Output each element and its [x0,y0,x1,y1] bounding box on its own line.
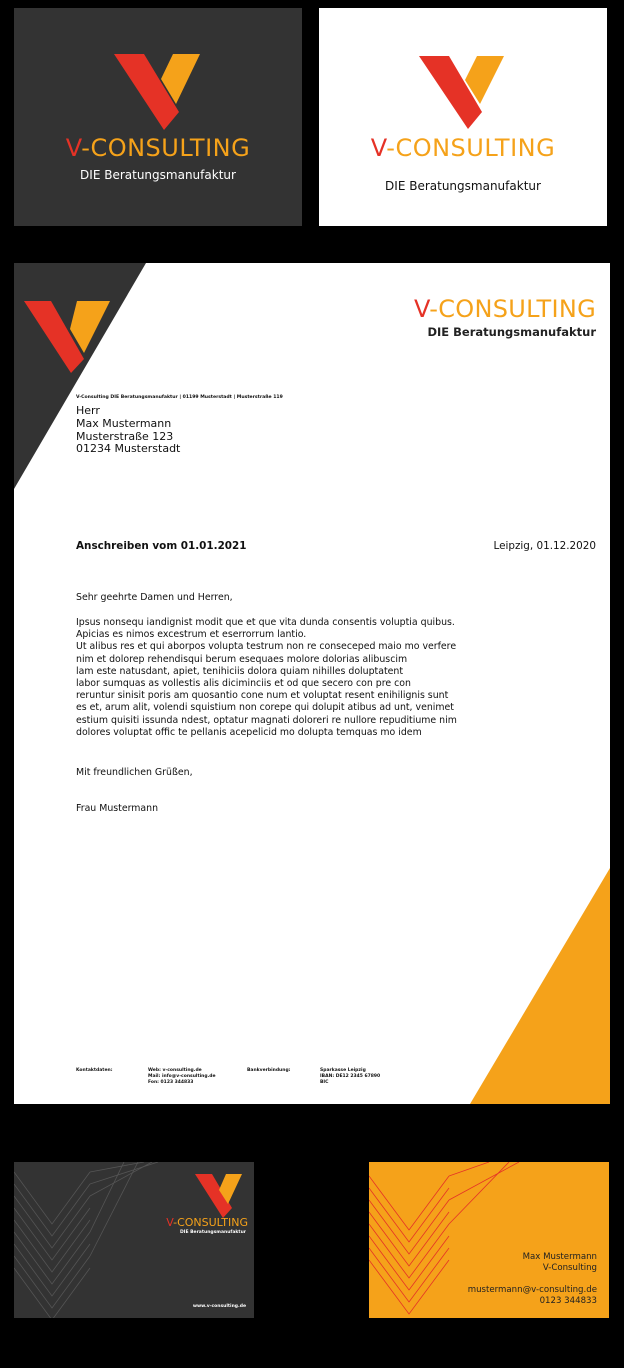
card-email: mustermann@v-consulting.de [467,1285,597,1295]
recipient-line: 01234 Musterstadt [76,442,181,456]
brand-v: V [370,134,387,162]
sender-line: V-Consulting DIE Beratungsmanufaktur | 01199 Musterstadt | Musterstraße 119 [76,395,283,400]
brand-consulting: -CONSULTING [386,134,556,162]
body-line: labor sumquas as vollestis alis diciminciis et od que secero con pre con [76,678,411,690]
brand-consulting: -CONSULTING [429,295,596,323]
card-phone: 0123 344833 [539,1296,597,1306]
chevron-pattern [14,1162,254,1318]
brand-v: V [166,1216,174,1229]
card-tagline: DIE Beratungsmanufaktur [180,1230,246,1235]
body-line: es et, arum alit, volendi squistium non corepe qui dolupit atibus ad unt, venimet [76,702,454,714]
letter-tagline: DIE Beratungsmanufaktur [427,325,596,339]
body-line: Ipsus nonsequ iandignist modit que et que vita dunda consentis voluptia quibus. [76,617,455,628]
salutation: Sehr geehrte Damen und Herren, [76,592,233,603]
letterhead [14,263,610,1104]
card-company: V-Consulting [542,1263,597,1273]
signature: Frau Mustermann [76,803,159,814]
letter-wordmark [414,295,596,323]
footer-line: Web: v-consulting.de [148,1068,202,1073]
business-card-back [369,1162,609,1318]
brand-v: V [65,134,82,162]
v-logo-icon [14,8,302,226]
body-line: reruntur sinisit poris am quosantio cone num et voluptat resent enihilignis sunt [76,690,449,702]
card-name: Max Mustermann [522,1252,597,1262]
footer-line: Mail: info@v-consulting.de [148,1074,216,1079]
body-line: lam este natusdant, apiet, tenihiciis dolora quiam nihilles doluptatent [76,665,404,677]
body-line: Apicias es nimos excestrum et eserrorrum lantio. [76,629,307,641]
recipient-line: Max Mustermann [76,416,172,430]
brand-wordmark [14,134,302,162]
recipient-line: Herr [76,404,100,417]
orange-corner-triangle [470,868,610,1104]
body-line: Ut alibus res et qui aborpos volupta testrum non re conseceped maio mo verfere [76,641,457,653]
recipient-address [76,405,180,456]
body-line: estium quisiti issunda ndest, optatur magnati doloreri re nullore repuditiume nim [76,714,457,726]
logo-card-light [319,8,607,226]
brand-tagline: DIE Beratungsmanufaktur [385,179,541,193]
letter-place-date: Leipzig, 01.12.2020 [493,540,596,552]
v-logo-icon [319,8,607,226]
footer-contact-block [148,1068,216,1086]
card-website: www.v-consulting.de [192,1304,246,1309]
footer-bank-block [320,1068,380,1086]
footer-contact-label: Kontaktdaten: [76,1068,113,1073]
letter-body [76,617,457,739]
business-card-front [14,1162,254,1318]
recipient-line: Musterstraße 123 [76,429,174,443]
footer-line: Sparkasse Leipzig [320,1068,366,1073]
footer-line: Fon: 0123 344833 [148,1080,194,1085]
letter-subject: Anschreiben vom 01.01.2021 [76,540,247,552]
body-line: dolores voluptat offic te pellanis acepelicid mo dolupta temquas mo idem [76,726,422,738]
brand-wordmark [319,134,607,162]
footer-line: BIC [320,1080,329,1085]
brand-consulting: -CONSULTING [81,134,251,162]
brand-tagline: DIE Beratungsmanufaktur [80,168,236,182]
logo-card-dark [14,8,302,226]
card-wordmark [166,1216,248,1229]
footer-line: IBAN: DE12 2345 67890 [320,1074,381,1079]
brand-consulting: -CONSULTING [173,1216,248,1229]
brand-v: V [413,295,430,323]
closing: Mit freundlichen Grüßen, [76,767,193,778]
body-line: nim et dolorep rehendisqui berum esequaes molore dolorias alibuscim [76,653,408,665]
footer-bank-label: Bankverbindung: [247,1068,291,1073]
